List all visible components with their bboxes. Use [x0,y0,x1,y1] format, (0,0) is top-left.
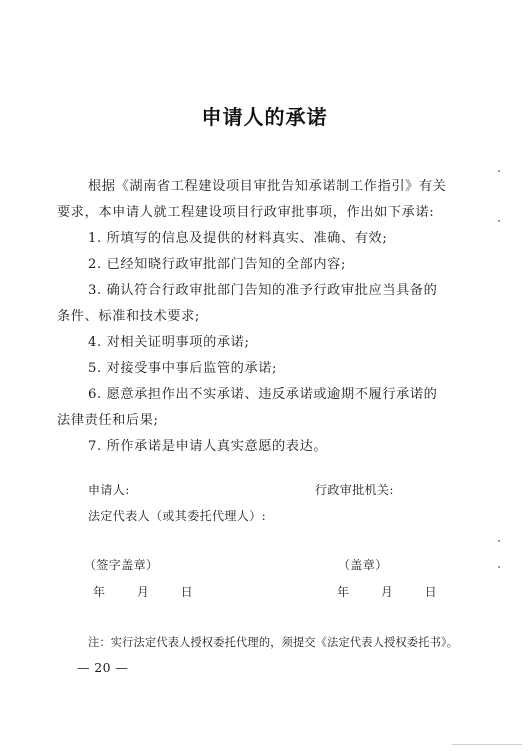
seal-label: （盖章） [338,558,388,572]
commitment-item-7: 7. 所作承诺是申请人真实意愿的表达。 [88,439,328,454]
authority-label: 行政审批机关: [315,483,394,497]
applicant-label: 申请人: [88,483,130,497]
commitment-item-3: 3. 确认符合行政审批部门告知的准予行政审批应当具备的 [88,283,438,298]
scan-edge-line [452,744,522,745]
commitment-item-3-cont: 条件、标准和技术要求; [57,309,200,324]
document-title: 申请人的承诺 [201,105,328,129]
legal-representative-label: 法定代表人（或其委托代理人）: [88,509,267,523]
commitment-item-4: 4. 对相关证明事项的承诺; [88,335,250,350]
signature-seal-label: （签字盖章） [84,558,159,572]
margin-mark [498,170,500,172]
commitment-item-2: 2. 已经知晓行政审批部门告知的全部内容; [88,257,347,272]
commitment-item-5: 5. 对接受事中事后监管的承诺; [88,361,278,376]
intro-line-2: 要求，本申请人就工程建设项目行政审批事项，作出如下承诺: [57,205,435,220]
date-right: 年 月 日 [337,585,451,599]
margin-mark [498,540,500,542]
commitment-item-6-cont: 法律责任和后果; [57,413,159,428]
commitment-item-6: 6. 愿意承担作出不实承诺、违反承诺或逾期不履行承诺的 [88,387,438,402]
footnote: 注：实行法定代表人授权委托代理的，须提交《法定代表人授权委托书》。 [88,636,459,649]
commitment-item-1: 1. 所填写的信息及提供的材料真实、准确、有效; [88,231,388,246]
date-left: 年 月 日 [93,585,207,599]
margin-mark [498,220,500,222]
margin-mark [498,566,500,568]
intro-line-1: 根据《湖南省工程建设项目审批告知承诺制工作指引》有关 [88,179,447,194]
page-number: — 20 — [77,660,129,675]
